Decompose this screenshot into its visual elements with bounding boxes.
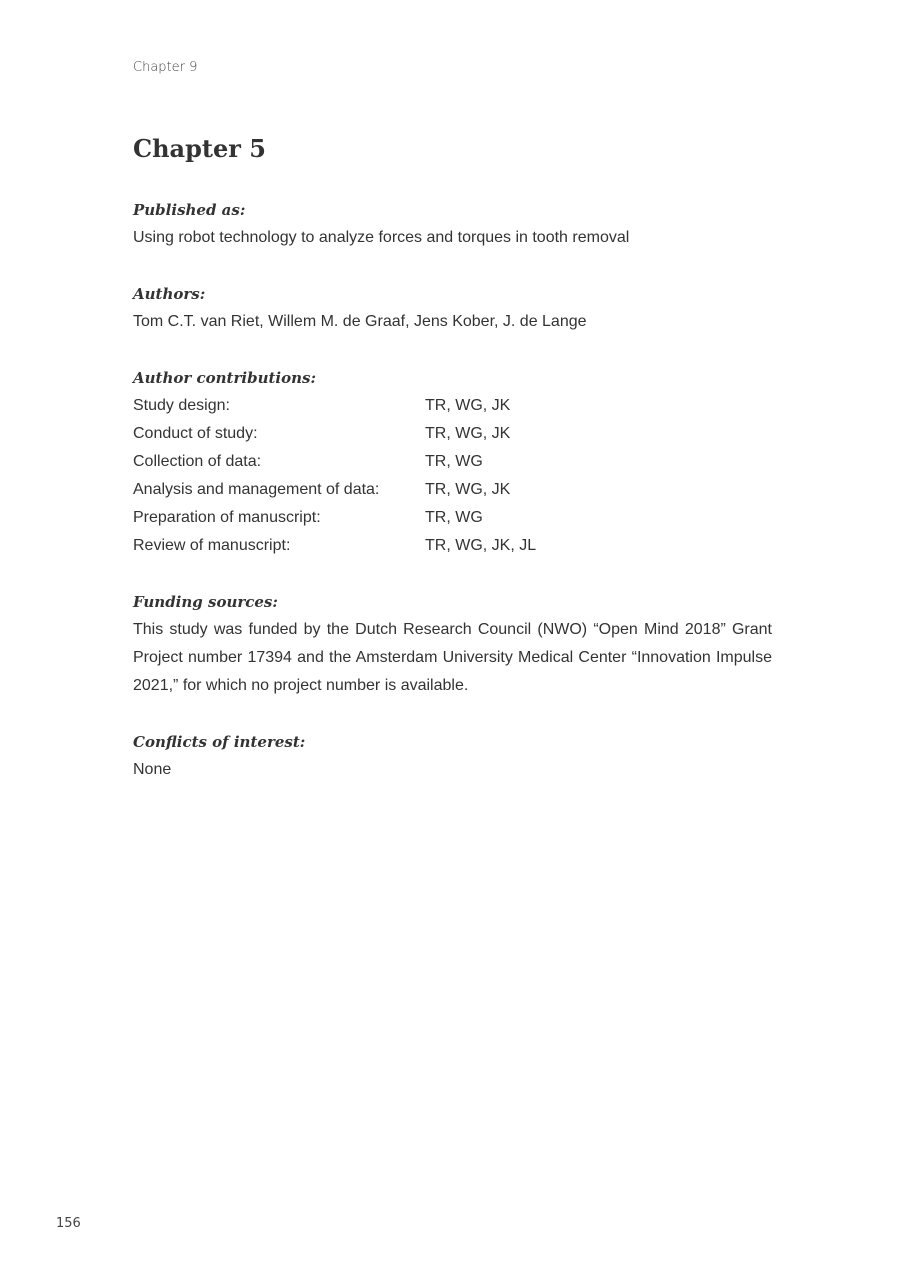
- contribution-role: Collection of data:: [133, 453, 262, 470]
- contribution-authors: TR, WG: [425, 509, 483, 526]
- funding-text: This study was funded by the Dutch Research Council (NWO) “Open Mind 2018” Grant Project number 17394 and the Amsterdam University Medical Center “Innovation Impulse 2021,” for which no project number is available.: [133, 621, 772, 694]
- contribution-row: [133, 504, 772, 532]
- chapter-info: [133, 196, 772, 812]
- contributions-label: Author contributions:: [133, 369, 316, 387]
- authors-section: [133, 280, 772, 336]
- contribution-authors: TR, WG, JK: [425, 481, 511, 498]
- contribution-role: Review of manuscript:: [133, 537, 291, 554]
- funding-section: [133, 588, 772, 700]
- contribution-authors: TR, WG, JK: [425, 425, 511, 442]
- contribution-role: Conduct of study:: [133, 425, 258, 442]
- conflicts-label: Conflicts of interest:: [133, 733, 306, 751]
- contribution-row: [133, 476, 772, 504]
- contribution-authors: TR, WG, JK: [425, 397, 511, 414]
- contribution-role: Analysis and management of data:: [133, 481, 380, 498]
- authors-text: Tom C.T. van Riet, Willem M. de Graaf, Jens Kober, J. de Lange: [133, 313, 587, 330]
- contribution-authors: TR, WG: [425, 453, 483, 470]
- contribution-row: [133, 420, 772, 448]
- contribution-role: Study design:: [133, 397, 230, 414]
- contribution-row: [133, 392, 772, 420]
- funding-label: Funding sources:: [133, 593, 278, 611]
- published-text: Using robot technology to analyze forces and torques in tooth removal: [133, 229, 630, 246]
- contribution-row: [133, 448, 772, 476]
- authors-label: Authors:: [133, 285, 206, 303]
- contributions-section: [133, 364, 772, 560]
- published-section: [133, 196, 772, 252]
- contribution-authors: TR, WG, JK, JL: [425, 537, 537, 554]
- conflicts-text: None: [133, 761, 172, 778]
- chapter-title: Chapter 5: [133, 134, 266, 163]
- conflicts-section: [133, 728, 772, 784]
- page-number: 156: [56, 1216, 81, 1231]
- contribution-role: Preparation of manuscript:: [133, 509, 321, 526]
- running-header: Chapter 9: [133, 60, 198, 75]
- published-label: Published as:: [133, 201, 246, 219]
- contribution-row: [133, 532, 772, 560]
